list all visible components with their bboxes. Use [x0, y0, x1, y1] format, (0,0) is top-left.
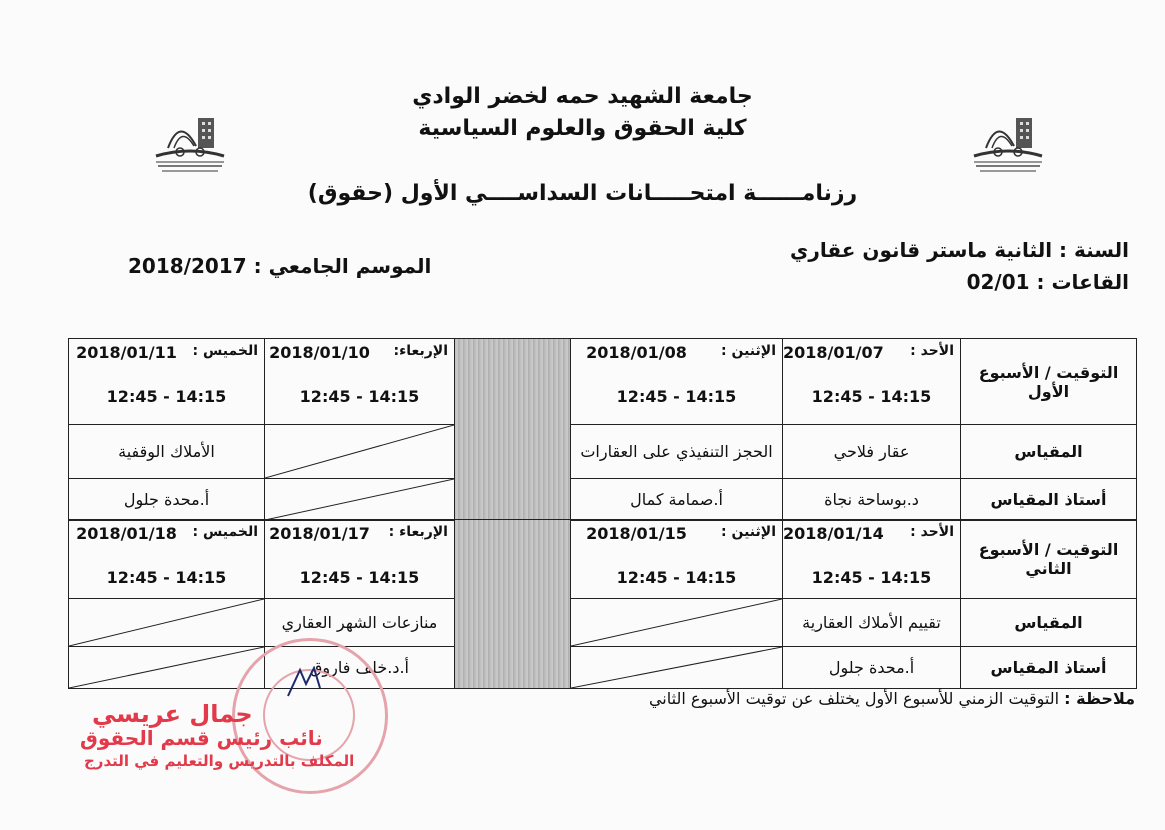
signatory-subtitle: المكلف بالتدريس والتعليم في التدرج [84, 752, 355, 770]
week1-schedule-table [68, 338, 1137, 521]
week1-subject-monday: الحجز التنفيذي على العقارات [571, 425, 783, 479]
note-label: ملاحظة : [1064, 689, 1135, 708]
day-date: 2018/01/14 [783, 524, 884, 543]
signature-mark [284, 666, 324, 700]
day-date: 2018/01/17 [269, 524, 370, 543]
faculty-name: كلية الحقوق والعلوم السياسية [418, 116, 747, 141]
day-time: 12:45 - 14:15 [811, 387, 932, 406]
day-name: الإربعاء : [388, 524, 448, 540]
week1-day-thursday [69, 339, 265, 425]
week2-subject-thursday-empty [69, 599, 265, 647]
official-seal [232, 638, 388, 794]
day-time: 12:45 - 14:15 [616, 387, 737, 406]
rooms: القاعات : 02/01 [966, 270, 1129, 294]
day-date: 2018/01/10 [269, 343, 370, 362]
day-time: 12:45 - 14:15 [299, 387, 420, 406]
week1-teacher-thursday: أ.محدة جلول [69, 479, 265, 521]
week2-schedule-table [68, 519, 1137, 689]
day-name: الإثنين : [721, 343, 776, 359]
day-time: 12:45 - 14:15 [616, 568, 737, 587]
academic-season: الموسم الجامعي : 2018/2017 [128, 254, 432, 278]
day-name: الإثنين : [721, 524, 776, 540]
week2-subject-monday-empty [571, 599, 783, 647]
week2-teacher-label: أستاذ المقياس [961, 647, 1137, 689]
week2-label: التوقيت / الأسبوع الثاني [961, 520, 1137, 599]
day-time: 12:45 - 14:15 [106, 387, 227, 406]
week1-teacher-monday: أ.صمامة كمال [571, 479, 783, 521]
week1-day-wednesday [265, 339, 455, 425]
note [649, 689, 1135, 708]
week2-day-monday [571, 520, 783, 599]
week2-subject-wednesday: منازعات الشهر العقاري [265, 599, 455, 647]
week2-subject-sunday: تقييم الأملاك العقارية [783, 599, 961, 647]
day-date: 2018/01/18 [76, 524, 177, 543]
page-title: رزنامــــــة امتحـــــانات السداســــي الأول (حقوق) [307, 181, 858, 206]
day-name: الخميس : [192, 343, 258, 359]
week1-teacher-sunday: د.بوساحة نجاة [783, 479, 961, 521]
week1-teacher-wednesday-empty [265, 479, 455, 521]
week2-day-sunday [783, 520, 961, 599]
week2-separator [455, 520, 571, 689]
day-time: 12:45 - 14:15 [106, 568, 227, 587]
week1-subject-sunday: عقار فلاحي [783, 425, 961, 479]
week2-teacher-wednesday: أ.د.خلف فاروق [265, 647, 455, 689]
day-name: الأحد : [910, 524, 954, 540]
week1-separator [455, 339, 571, 521]
week2-teacher-monday-empty [571, 647, 783, 689]
day-date: 2018/01/11 [76, 343, 177, 362]
week1-subject-thursday: الأملاك الوقفية [69, 425, 265, 479]
week2-day-thursday [69, 520, 265, 599]
university-name: جامعة الشهيد حمه لخضر الوادي [412, 84, 753, 109]
day-time: 12:45 - 14:15 [299, 568, 420, 587]
day-date: 2018/01/07 [783, 343, 884, 362]
day-date: 2018/01/08 [586, 343, 687, 362]
signatory-name: جمال عريسي [92, 700, 253, 728]
week1-subject-wednesday-empty [265, 425, 455, 479]
week1-day-sunday [783, 339, 961, 425]
week2-day-wednesday [265, 520, 455, 599]
study-year: السنة : الثانية ماستر قانون عقاري [790, 238, 1129, 262]
day-date: 2018/01/15 [586, 524, 687, 543]
signatory-title: نائب رئيس قسم الحقوق [80, 726, 323, 750]
note-text: التوقيت الزمني للأسبوع الأول يختلف عن توقيت الأسبوع الثاني [648, 689, 1060, 708]
week2-teacher-sunday: أ.محدة جلول [783, 647, 961, 689]
day-name: الأحد : [910, 343, 954, 359]
day-name: الإربعاء: [393, 343, 448, 359]
week1-teacher-label: أستاذ المقياس [961, 479, 1137, 521]
week2-teacher-thursday-empty [69, 647, 265, 689]
day-name: الخميس : [192, 524, 258, 540]
week1-day-monday [571, 339, 783, 425]
week1-label: التوقيت / الأسبوع الأول [961, 339, 1137, 425]
day-time: 12:45 - 14:15 [811, 568, 932, 587]
week1-subject-label: المقياس [961, 425, 1137, 479]
week2-subject-label: المقياس [961, 599, 1137, 647]
